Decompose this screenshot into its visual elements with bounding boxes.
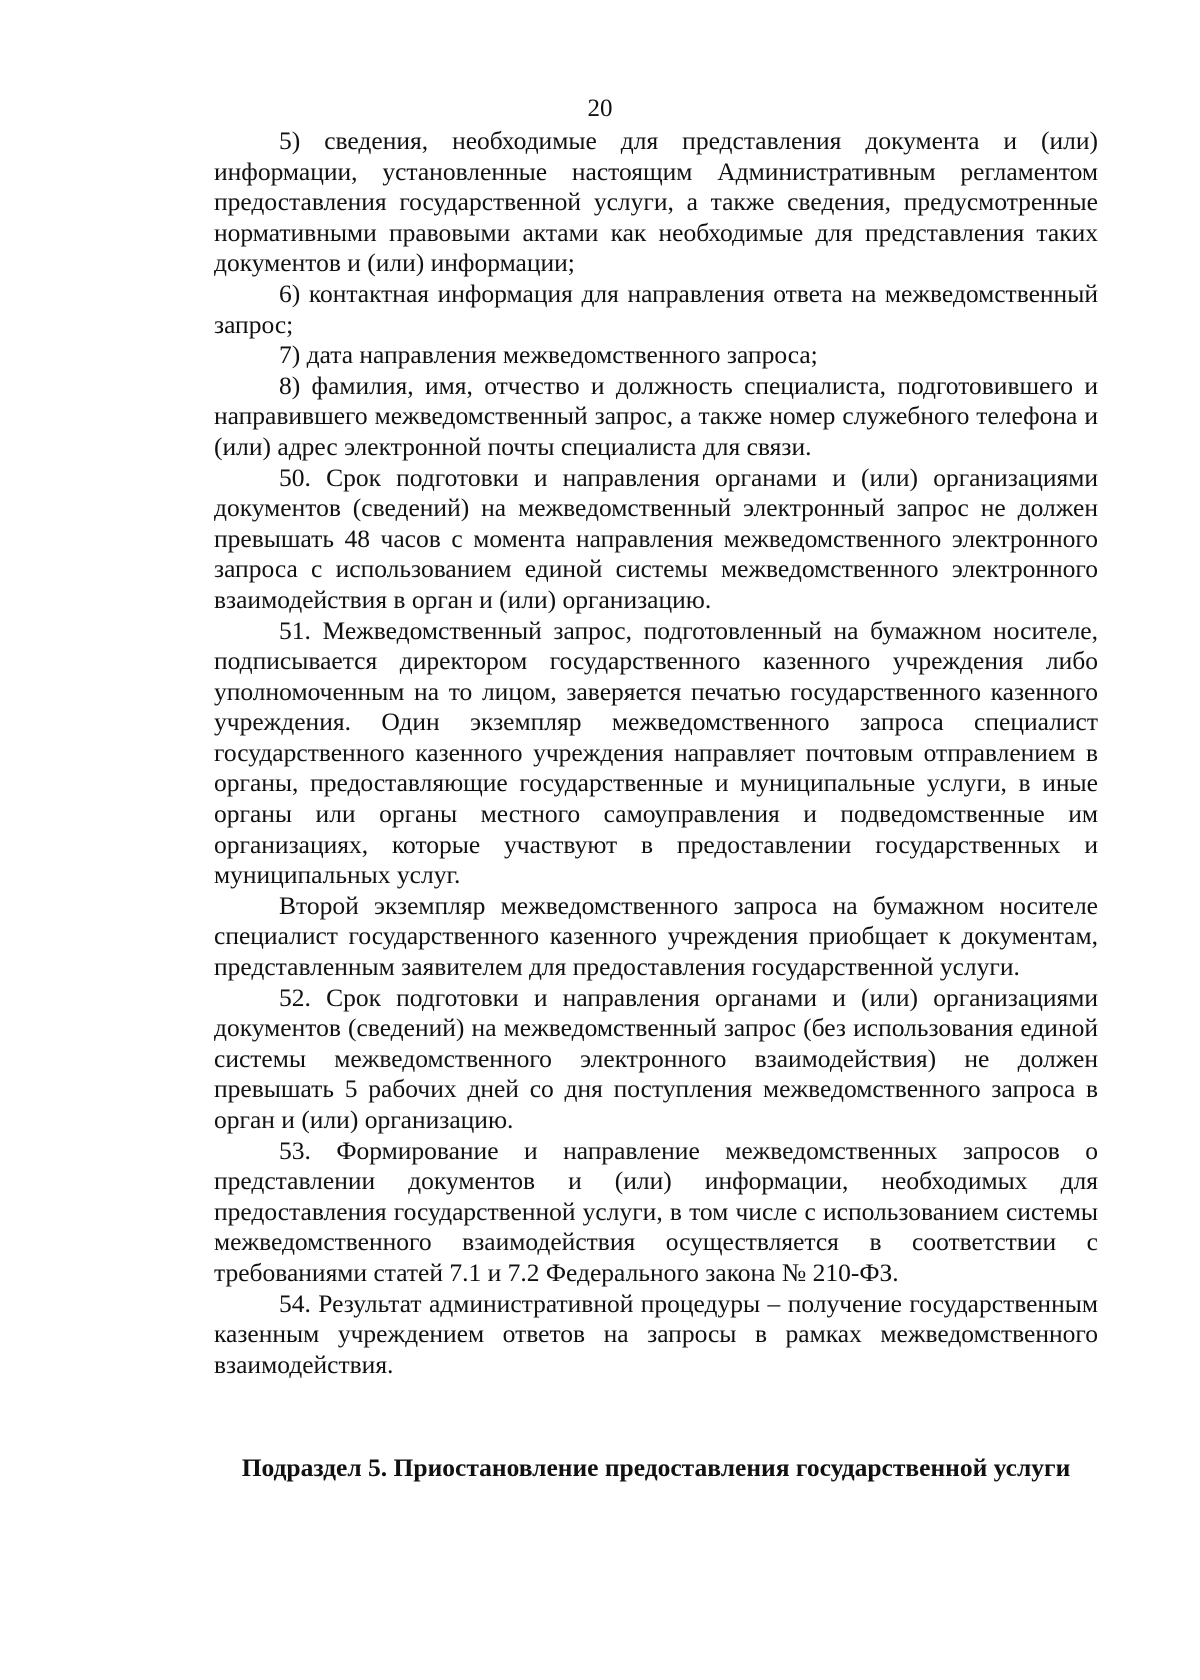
section-heading: Подраздел 5. Приостановление предоставления государственной услуги <box>241 1453 1071 1482</box>
paragraph-clause-50: 50. Срок подготовки и направления органами и (или) организациями документов (сведений) на межведомственный электронный запрос не должен превышать 48 часов с момента направления межведомственного электронного запроса с использованием единой системы межведомственного электронного взаимодействия в орган и (или) организацию. <box>214 462 1098 614</box>
paragraph-item-8: 8) фамилия, имя, отчество и должность специалиста, подготовившего и направившего межведомственный запрос, а также номер служебного телефона и (или) адрес электронной почты специалиста для связи. <box>214 370 1098 461</box>
paragraph-item-7: 7) дата направления межведомственного запроса; <box>279 340 818 370</box>
paragraph-clause-52: 52. Срок подготовки и направления органами и (или) организациями документов (сведений) на межведомственный запрос (без использования единой системы межведомственного электронного взаимодействия) не должен превышать 5 рабочих дней со дня поступления межведомственного запроса в орган и (или) организацию. <box>214 982 1098 1134</box>
paragraph-second-copy: Второй экземпляр межведомственного запроса на бумажном носителе специалист государственного казенного учреждения приобщает к документам, представленным заявителем для предоставления государственной услуги. <box>214 890 1098 982</box>
page-number: 20 <box>587 95 613 122</box>
paragraph-item-5: 5) сведения, необходимые для представления документа и (или) информации, установленные настоящим Административным регламентом предоставления государственной услуги, а также сведения, предусмотренные нормативными правовыми актами как необходимые для представления таких документов и (или) информации; <box>214 126 1098 278</box>
paragraph-clause-51: 51. Межведомственный запрос, подготовленный на бумажном носителе, подписывается директором государственного казенного учреждения либо уполномоченным на то лицом, заверяется печатью государственного казенного учреждения. Один экземпляр межведомственного запроса специалист государственного казенного учреждения направляет почтовым отправлением в органы, предоставляющие государственные и муниципальные услуги, в иные органы или органы местного самоуправления и подведомственные им организациях, которые участвуют в предоставлении государственных и муниципальных услуг. <box>214 615 1098 890</box>
paragraph-clause-54: 54. Результат административной процедуры – получение государственным казенным учреждением ответов на запросы в рамках межведомственного взаимодействия. <box>214 1288 1098 1379</box>
paragraph-clause-53: 53. Формирование и направление межведомственных запросов о представлении документов и (или) информации, необходимых для предоставления государственной услуги, в том числе с использованием системы межведомственного взаимодействия осуществляется в соответствии с требованиями статей 7.1 и 7.2 Федерального закона № 210-ФЗ. <box>214 1135 1098 1287</box>
paragraph-item-6: 6) контактная информация для направления ответа на межведомственный запрос; <box>214 278 1098 339</box>
document-body <box>214 126 1098 1380</box>
